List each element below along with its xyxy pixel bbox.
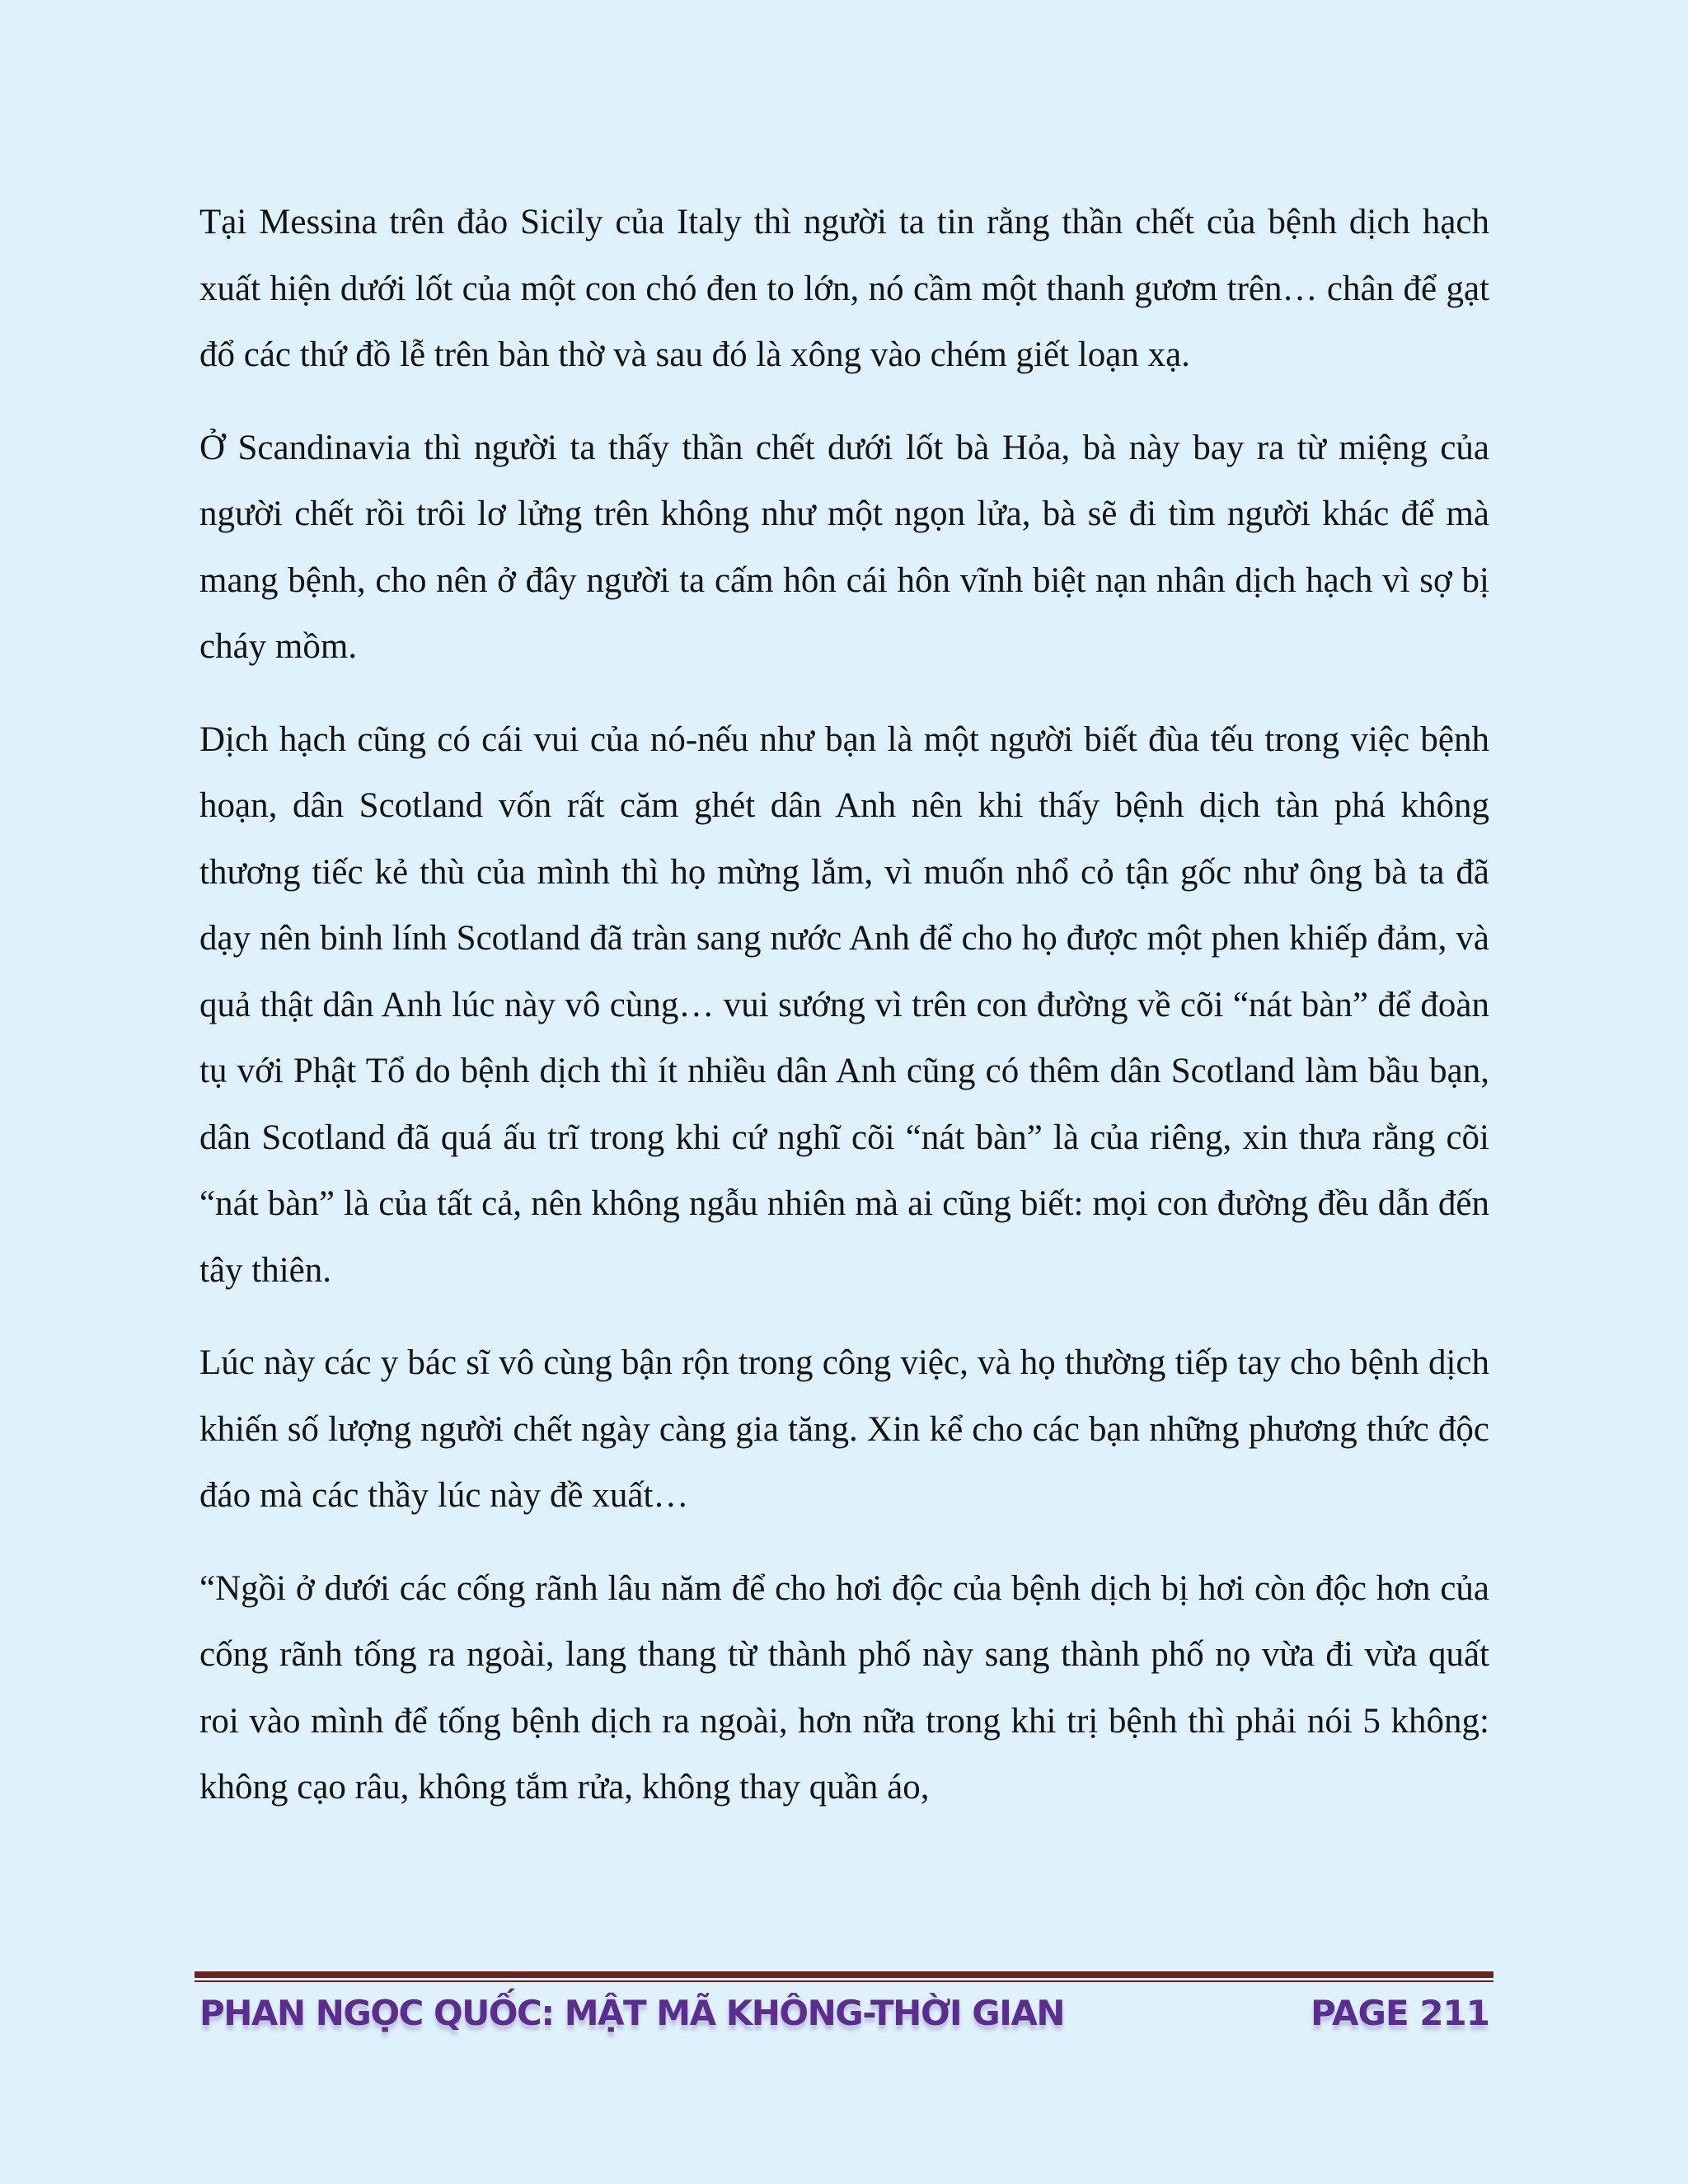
paragraph-3: Dịch hạch cũng có cái vui của nó-nếu như bạn là một người biết đùa tếu trong việc bệnh hoạn, dân Scotland vốn rất căm ghét dân Anh nên khi thấy bệnh dịch tàn phá không thương tiếc kẻ thù của mình thì họ mừng lắm, vì muốn nhổ cỏ tận gốc như ông bà ta đã dạy nên binh lính Scotland đã tràn sang nước Anh để cho họ được một phen khiếp đảm, và quả thật dân Anh lúc này vô cùng… vui sướng vì trên con đường về cõi “nát bàn” để đoàn tụ với Phật Tổ do bệnh dịch thì ít nhiều dân Anh cũng có thêm dân Scotland làm bầu bạn, dân Scotland đã quá ấu trĩ trong khi cứ nghĩ cõi “nát bàn” là của riêng, xin thưa rằng cõi “nát bàn” là của tất cả, nên không ngẫu nhiên mà ai cũng biết: mọi con đường đều dẫn đến tây thiên. [199, 719, 1489, 1290]
footer-page-number: PAGE 211 [1311, 1993, 1489, 2033]
page-footer [199, 1985, 1489, 2044]
paragraph-5: “Ngồi ở dưới các cống rãnh lâu năm để cho hơi độc của bệnh dịch bị hơi còn độc hơn của cống rãnh tống ra ngoài, lang thang từ thành phố này sang thành phố nọ vừa đi vừa quất roi vào mình để tống bệnh dịch ra ngoài, hơn nữa trong khi trị bệnh thì phải nói 5 không: không cạo râu, không tắm rửa, không thay quần áo, [199, 1568, 1489, 1807]
footer-rule [195, 1971, 1493, 1983]
footer-rule-thick [195, 1971, 1493, 1978]
paragraph-1: Tại Messina trên đảo Sicily của Italy thì người ta tin rằng thần chết của bệnh dịch hạch xuất hiện dưới lốt của một con chó đen to lớn, nó cầm một thanh gươm trên… chân để gạt đổ các thứ đồ lễ trên bàn thờ và sau đó là xông vào chém giết loạn xạ. [199, 203, 1489, 374]
paragraph-2: Ở Scandinavia thì người ta thấy thần chết dưới lốt bà Hỏa, bà này bay ra từ miệng của người chết rồi trôi lơ lửng trên không như một ngọn lửa, bà sẽ đi tìm người khác để mà mang bệnh, cho nên ở đây người ta cấm hôn cái hôn vĩnh biệt nạn nhân dịch hạch vì sợ bị cháy mồm. [199, 428, 1489, 666]
paragraph-4: Lúc này các y bác sĩ vô cùng bận rộn trong công việc, và họ thường tiếp tay cho bệnh dịch khiến số lượng người chết ngày càng gia tăng. Xin kể cho các bạn những phương thức độc đáo mà các thầy lúc này đề xuất… [199, 1343, 1489, 1515]
footer-rule-thin [195, 1980, 1493, 1982]
footer-book-title: PHAN NGỌC QUỐC: MẬT MÃ KHÔNG-THỜI GIAN [199, 1993, 1065, 2033]
page-body [199, 190, 1489, 1848]
